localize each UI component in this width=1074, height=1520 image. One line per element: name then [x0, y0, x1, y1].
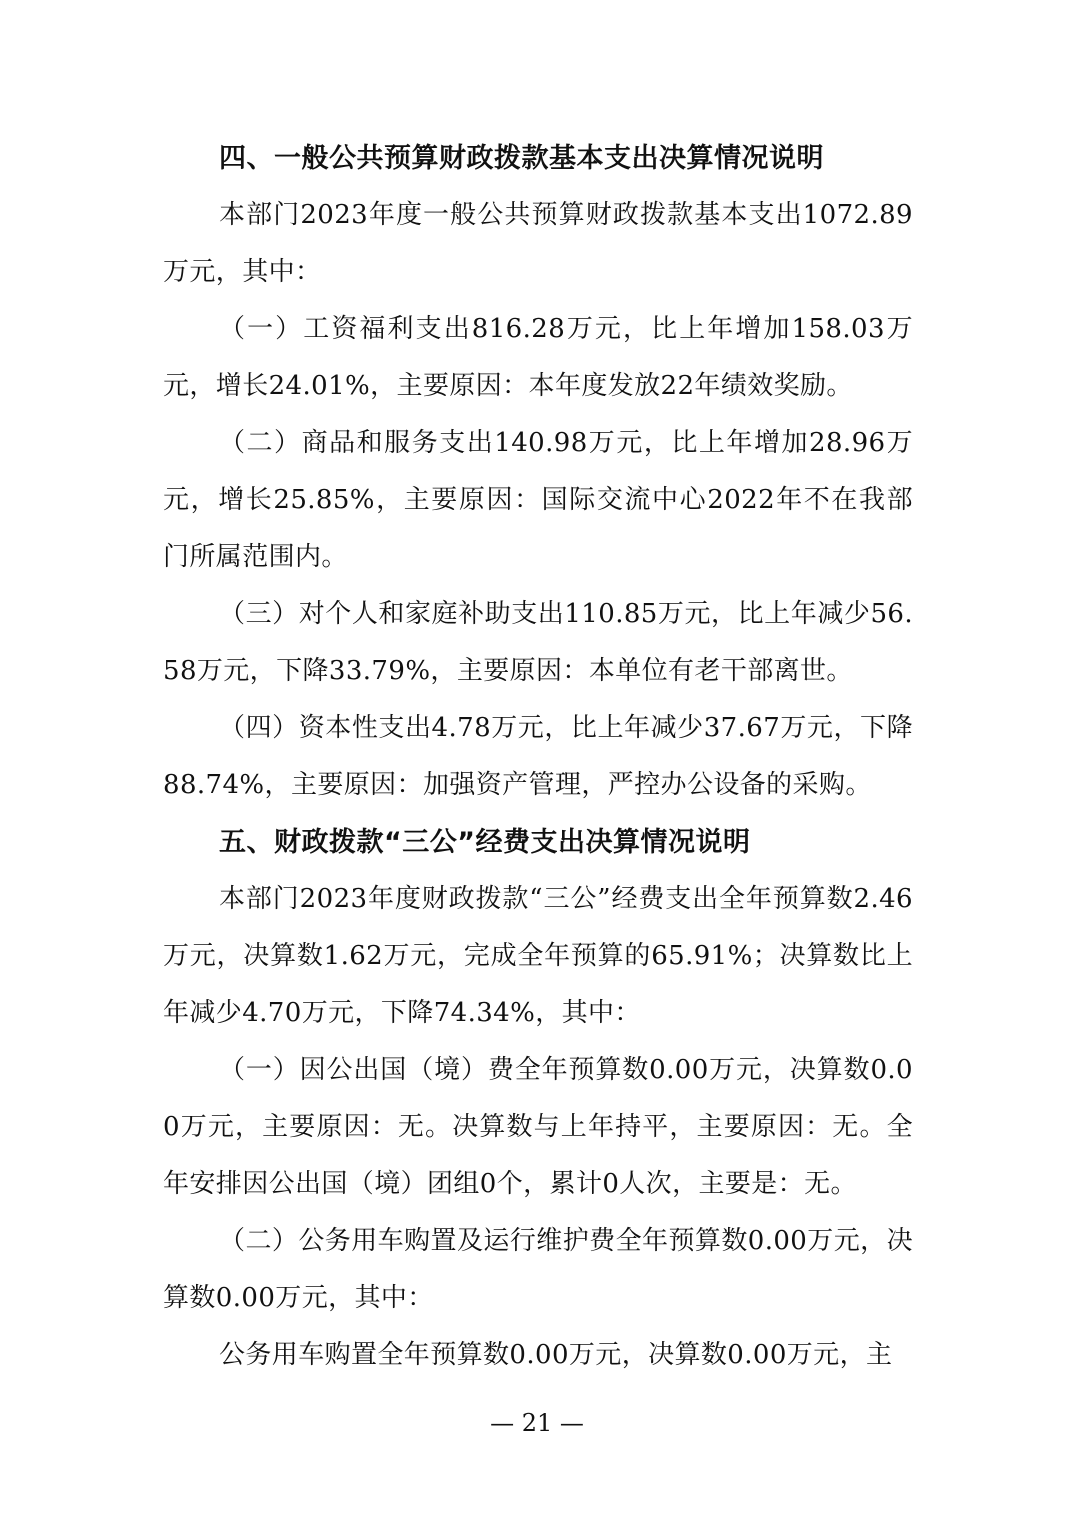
section5-item-2: （二）公务用车购置及运行维护费全年预算数0.00万元，决算数0.00万元，其中： — [163, 1226, 913, 1313]
section4-heading: 四、一般公共预算财政拨款基本支出决算情况说明 — [219, 143, 824, 174]
section4-intro: 本部门2023年度一般公共预算财政拨款基本支出1072.89万元，其中： — [163, 200, 913, 287]
section4-item-3: （三）对个人和家庭补助支出110.85万元，比上年减少56.58万元，下降33.79%，主要原因：本单位有老干部离世。 — [163, 599, 913, 686]
section4-item-1: （一）工资福利支出816.28万元，比上年增加158.03万元，增长24.01%，主要原因：本年度发放22年绩效奖励。 — [163, 314, 913, 401]
section5-heading: 五、财政拨款“三公”经费支出决算情况说明 — [219, 827, 751, 858]
section5-intro: 本部门2023年度财政拨款“三公”经费支出全年预算数2.46万元，决算数1.62万元，完成全年预算的65.91%；决算数比上年减少4.70万元，下降74.34%，其中： — [163, 884, 913, 1028]
page-number: — 21 — — [490, 1409, 584, 1437]
section5-item-1: （一）因公出国（境）费全年预算数0.00万元，决算数0.00万元，主要原因：无。决算数与上年持平，主要原因：无。全年安排因公出国（境）团组0个，累计0人次，主要是：无。 — [163, 1055, 913, 1199]
section4-item-4: （四）资本性支出4.78万元，比上年减少37.67万元，下降88.74%，主要原因：加强资产管理，严控办公设备的采购。 — [163, 713, 913, 800]
section4-item-2: （二）商品和服务支出140.98万元，比上年增加28.96万元，增长25.85%，主要原因：国际交流中心2022年不在我部门所属范围内。 — [163, 428, 913, 572]
document-page — [163, 130, 913, 1384]
section5-item-3: 公务用车购置全年预算数0.00万元，决算数0.00万元，主 — [219, 1340, 893, 1370]
